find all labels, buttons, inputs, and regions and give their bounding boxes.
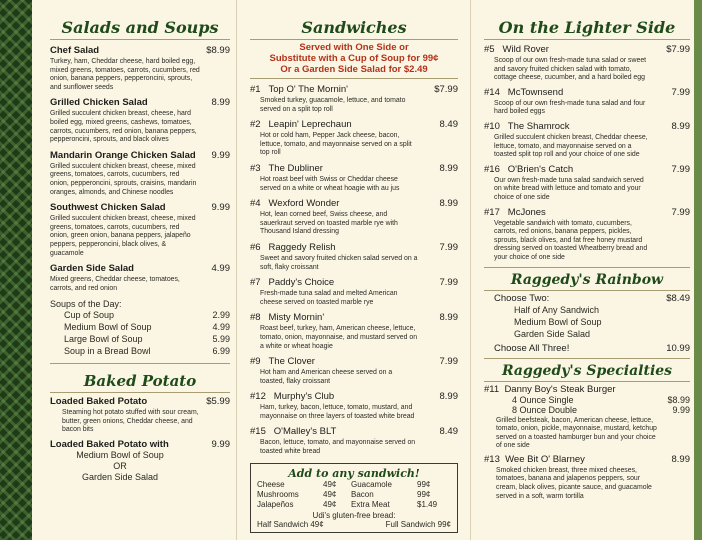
item-title — [250, 163, 323, 174]
menu-item — [50, 150, 230, 197]
item-price: 8.99 — [211, 97, 230, 109]
soup-price: 5.99 — [212, 334, 230, 345]
addon-cell: 99¢ — [417, 479, 431, 489]
item-title — [250, 277, 334, 288]
item-desc: Sweet and savory fruited chicken salad served on a soft, flaky croissant — [260, 254, 418, 271]
specialties-title: Raggedy's Specialties — [501, 362, 673, 379]
item-name: The Clover — [268, 356, 315, 368]
choose-all-price: 10.99 — [666, 342, 690, 354]
addon-cell: Cheese — [257, 479, 285, 489]
item-name: Grilled Chicken Salad — [50, 97, 148, 109]
item-title — [484, 44, 549, 55]
item-number: #13 — [484, 453, 500, 465]
item-desc: Mixed greens, Cheddar cheese, tomatoes, carrots, and red onion — [50, 276, 180, 292]
item-number: #2 — [250, 119, 261, 131]
item-price: 9.99 — [211, 202, 230, 214]
menu-item — [250, 84, 458, 114]
item-price: 8.99 — [671, 453, 690, 465]
item-title — [250, 198, 339, 209]
addons-title: Add to any sandwich! — [288, 466, 420, 480]
item-desc: Smoked chicken breast, three mixed cheeses, tomatoes, banana and jalapenos peppers, sour cream, black olives, picante sauce, and guacamole served in a soft, warm tortilla — [496, 466, 652, 500]
item-name: Southwest Chicken Salad — [50, 202, 166, 214]
item-number: #11 — [484, 383, 500, 395]
potato-combo-item — [50, 439, 230, 483]
item-name: Loaded Baked Potato — [50, 396, 148, 408]
sandwiches-column — [250, 0, 458, 533]
item-title — [484, 121, 570, 132]
item-title — [250, 426, 336, 437]
rainbow-title: Raggedy's Rainbow — [510, 271, 664, 288]
sides-notice-1: Served with One Side or — [299, 42, 409, 53]
addon-cell: 49¢ — [323, 499, 337, 509]
combo-line: Medium Bowl of Soup — [76, 450, 164, 461]
sides-notice-3: Or a Garden Side Salad for $2.49 — [280, 64, 428, 75]
item-title — [250, 242, 336, 253]
item-number: #12 — [250, 391, 266, 403]
item-number: #17 — [484, 206, 500, 218]
item-row — [250, 84, 458, 95]
addons-box — [250, 463, 458, 533]
rainbow-option: Half of Any Sandwich — [514, 304, 600, 315]
item-number: #16 — [484, 163, 500, 175]
item-name: Top O' The Mornin' — [268, 84, 348, 95]
addon-cell: Mushrooms — [257, 489, 299, 499]
item-row — [50, 97, 230, 108]
item-price: $8.99 — [206, 45, 230, 56]
item-price: 7.99 — [439, 241, 458, 253]
menu-item — [50, 263, 230, 293]
item-desc: Ham, turkey, bacon, lettuce, tomato, mustard, and mayonnaise on three layers of toasted white bread — [260, 404, 415, 420]
gluten-free-label: Udi's gluten-free bread: — [312, 510, 396, 520]
soup-row — [50, 333, 230, 345]
item-name: McTownsend — [507, 86, 564, 98]
item-number: #7 — [250, 277, 261, 289]
option-price: 9.99 — [672, 404, 690, 415]
soup-name: Soup in a Bread Bowl — [64, 346, 151, 357]
soup-row — [50, 345, 230, 357]
item-number: #1 — [250, 84, 261, 95]
menu-item — [484, 44, 690, 83]
item-name: Garden Side Salad — [50, 263, 134, 275]
addon-cell: Guacamole — [351, 479, 392, 489]
item-desc: Vegetable sandwich with tomato, cucumbers, carrots, red onions, banana peppers, pickles, sprouts, black olives, and fat free honey mustard dressing served on toasted Wheatberry bread and your choice of one side — [494, 219, 648, 261]
item-number: #10 — [484, 120, 500, 132]
item-name: Loaded Baked Potato with — [50, 439, 169, 451]
item-price: 8.99 — [439, 162, 458, 174]
menu-item — [50, 97, 230, 144]
soup-row — [50, 321, 230, 333]
sides-notice-2: Substitute with a Cup of Soup for 99¢ — [269, 53, 439, 64]
rainbow-choose-two — [484, 293, 690, 354]
item-desc: Grilled succulent chicken breast, cheese, mixed greens, tomatoes, carrots, cucumbers, red onion, pepperoncini, sprouts, craisins, mandarin oranges, almonds, and Chinese noodles — [50, 162, 197, 196]
rainbow-options — [484, 304, 690, 340]
option-label: 4 Ounce Single — [512, 394, 574, 405]
item-title — [250, 119, 352, 130]
item-price: 8.99 — [439, 391, 458, 403]
item-price: $7.99 — [666, 44, 690, 55]
specialty-item — [484, 384, 690, 451]
item-desc: Grilled succulent chicken breast, Cheddar cheese, lettuce, tomato, and mayonnaise served on a toasted split top roll and your choice of one side — [494, 133, 648, 159]
item-price: 9.99 — [211, 149, 230, 161]
item-name: O'Brien's Catch — [507, 163, 574, 175]
item-desc: Bacon, lettuce, tomato, and mayonnaise served on toasted white bread — [260, 439, 416, 456]
item-row — [250, 391, 458, 402]
soup-price: 2.99 — [212, 310, 230, 321]
item-row — [484, 87, 690, 98]
menu-item — [50, 45, 230, 92]
item-row — [250, 198, 458, 209]
item-row — [50, 202, 230, 213]
item-row — [484, 207, 690, 218]
menu-item — [50, 202, 230, 258]
item-number: #8 — [250, 312, 261, 324]
addon-cell: 49¢ — [323, 489, 337, 499]
combo-line: OR — [113, 461, 127, 472]
item-number: #6 — [250, 241, 261, 253]
addons-grid — [257, 480, 451, 510]
menu-item — [250, 163, 458, 193]
soup-name: Medium Bowl of Soup — [64, 322, 152, 333]
item-title — [484, 164, 573, 175]
item-name: Leapin' Leprechaun — [268, 119, 352, 131]
item-row — [484, 44, 690, 55]
addon-cell: Jalapeños — [257, 499, 294, 509]
item-number: #14 — [484, 86, 500, 98]
item-desc: Steaming hot potato stuffed with sour cream, butter, green onions, Cheddar cheese, and bacon bits — [62, 409, 199, 434]
salads-column — [50, 0, 230, 483]
item-desc: Scoop of our own fresh-made tuna salad and four hard boiled eggs — [494, 99, 646, 116]
item-desc: Hot ham and American cheese served on a toasted, flaky croissant — [260, 369, 393, 385]
item-title — [250, 356, 315, 367]
rainbow-option: Medium Bowl of Soup — [514, 316, 602, 327]
choose-two-price: $8.49 — [666, 292, 690, 304]
item-name: The Dubliner — [268, 162, 323, 174]
item-price: 7.99 — [439, 277, 458, 289]
menu-item — [250, 119, 458, 158]
item-desc: Fresh-made tuna salad and melted American cheese served on toasted marble rye — [260, 290, 398, 306]
potato-item — [50, 396, 230, 435]
item-title — [250, 391, 334, 402]
item-desc: Scoop of our own fresh-made tuna salad or sweet and savory fruited chicken salad with tomato, cottage cheese, cucumber, and a hard boiled egg — [494, 57, 647, 82]
panel-fold-right — [470, 0, 471, 540]
item-desc: Hot roast beef with Swiss or Cheddar cheese served on a white or wheat hoagie with au jus — [260, 175, 400, 192]
item-title — [484, 87, 563, 98]
menu-item — [484, 207, 690, 263]
item-price: 8.99 — [439, 312, 458, 324]
item-name: Wee Bit O' Blarney — [505, 453, 585, 465]
item-title — [250, 84, 348, 95]
soup-price: 4.99 — [212, 322, 230, 333]
item-desc: Hot or cold ham, Pepper Jack cheese, bacon, lettuce, tomato, and mayonnaise served on a split top roll — [260, 132, 412, 157]
half-sandwich-price: Half Sandwich 49¢ — [257, 519, 324, 529]
salads-title: Salads and Soups — [61, 18, 219, 37]
item-price: 7.99 — [671, 163, 690, 175]
item-number: #3 — [250, 162, 261, 174]
item-desc: Roast beef, turkey, ham, American cheese, lettuce, tomato, onion, mayonnaise, and mustard served on a white or wheat hoagie — [260, 325, 418, 350]
item-name: Raggedy Relish — [268, 241, 336, 253]
lighter-title: On the Lighter Side — [498, 18, 676, 37]
item-row — [50, 150, 230, 161]
item-price: 8.49 — [439, 426, 458, 438]
item-desc: Grilled beefsteak, bacon, American cheese, lettuce, tomato, onion, pickle, mayonnaise, mustard, ketchup served on a toasted hamburger bun and your choice of one side — [496, 416, 657, 450]
soup-price: 6.99 — [212, 346, 230, 357]
menu-item — [250, 391, 458, 421]
item-row — [484, 121, 690, 132]
menu-item — [250, 356, 458, 386]
addon-cell: Bacon — [351, 489, 374, 499]
item-name: Wexford Wonder — [268, 198, 340, 210]
lighter-list — [484, 44, 690, 263]
item-price: 4.99 — [211, 263, 230, 275]
item-row — [250, 163, 458, 174]
menu-item — [484, 164, 690, 203]
soups-label: Soups of the Day: — [50, 299, 122, 310]
option-label: 8 Ounce Double — [512, 404, 578, 415]
item-row — [250, 277, 458, 288]
addon-cell: $1.49 — [417, 499, 438, 509]
item-name: Danny Boy's Steak Burger — [504, 383, 616, 395]
soup-list — [50, 309, 230, 357]
item-name: Paddy's Choice — [268, 277, 335, 289]
item-row — [250, 242, 458, 253]
soup-name: Cup of Soup — [64, 310, 115, 321]
item-name: The Shamrock — [507, 120, 570, 132]
panel-fold-left — [236, 0, 237, 540]
item-row — [250, 426, 458, 437]
item-row — [250, 312, 458, 323]
item-price: 8.99 — [671, 120, 690, 132]
addon-cell: Extra Meat — [351, 499, 390, 509]
addon-cell: 49¢ — [323, 479, 337, 489]
item-price: $7.99 — [434, 84, 458, 95]
item-desc: Smoked turkey, guacamole, lettuce, and tomato served on a split top roll — [260, 97, 406, 113]
menu-item — [250, 242, 458, 272]
item-desc: Our own fresh-made tuna salad sandwich served on white bread with lettuce and tomato and your choice of one side — [494, 176, 644, 201]
salad-list — [50, 45, 230, 293]
item-number: #9 — [250, 356, 261, 368]
item-price: 7.99 — [439, 356, 458, 368]
item-desc: Turkey, ham, Cheddar cheese, hard boiled egg, mixed greens, tomatoes, carrots, cucumbers, red onion, banana peppers, pepperoncini, sprouts, and sunflower seeds — [50, 58, 200, 91]
full-sandwich-price: Full Sandwich 99¢ — [385, 519, 451, 529]
celtic-knot-border — [0, 0, 32, 540]
menu-item — [250, 312, 458, 351]
item-row — [484, 164, 690, 175]
menu-item — [484, 121, 690, 160]
item-name: O'Malley's BLT — [273, 426, 337, 438]
item-name: Murphy's Club — [273, 391, 335, 403]
item-title — [250, 312, 324, 323]
menu-item — [250, 277, 458, 307]
item-price: 7.99 — [671, 86, 690, 98]
item-row — [50, 263, 230, 274]
item-desc: Grilled succulent chicken breast, cheese, hard boiled egg, mixed greens, cashews, tomatoes, carrots, cucumbers, red onion, banana peppers, pepperoncini, sprouts, and black olives — [50, 110, 197, 144]
item-name: Wild Rover — [502, 44, 549, 55]
item-price: 7.99 — [671, 206, 690, 218]
choose-all-label: Choose All Three! — [494, 342, 570, 354]
soup-row — [50, 309, 230, 321]
sandwich-list — [250, 84, 458, 457]
item-price: $5.99 — [206, 396, 230, 408]
menu-item — [250, 198, 458, 237]
menu-item — [484, 87, 690, 117]
item-name: McJones — [507, 206, 546, 218]
item-price: 8.49 — [439, 119, 458, 131]
item-row — [250, 119, 458, 130]
item-row — [250, 356, 458, 367]
item-title — [484, 207, 546, 218]
item-name: Misty Mornin' — [268, 312, 325, 324]
item-number: #15 — [250, 426, 266, 438]
soup-name: Large Bowl of Soup — [64, 334, 143, 345]
item-desc: Grilled succulent chicken breast, cheese, mixed greens, tomatoes, carrots, cucumbers, red onion, green onion, banana peppers, jalapeño peppers, pepperoncini, black olives, & guacamole — [50, 215, 196, 257]
item-name: Mandarin Orange Chicken Salad — [50, 149, 196, 161]
option-price: $8.99 — [667, 394, 690, 405]
right-edge-border — [694, 0, 702, 540]
item-number: #4 — [250, 198, 261, 210]
item-desc: Hot, lean corned beef, Swiss cheese, and sauerkraut served on toasted marble rye with Thousand Island dressing — [260, 211, 398, 236]
menu-item — [250, 426, 458, 456]
combo-line: Garden Side Salad — [81, 472, 159, 483]
choose-two-label: Choose Two: — [494, 292, 550, 304]
item-number: #5 — [484, 44, 495, 55]
potato-title: Baked Potato — [83, 372, 197, 391]
item-row — [50, 45, 230, 56]
item-price: 9.99 — [211, 439, 230, 451]
specialty-item — [484, 454, 690, 501]
sandwiches-title: Sandwiches — [301, 18, 407, 37]
item-name: Chef Salad — [50, 45, 100, 56]
rainbow-option: Garden Side Salad — [514, 328, 591, 339]
item-price: 8.99 — [439, 198, 458, 210]
lighter-column — [484, 0, 690, 501]
addon-cell: 99¢ — [417, 489, 431, 499]
